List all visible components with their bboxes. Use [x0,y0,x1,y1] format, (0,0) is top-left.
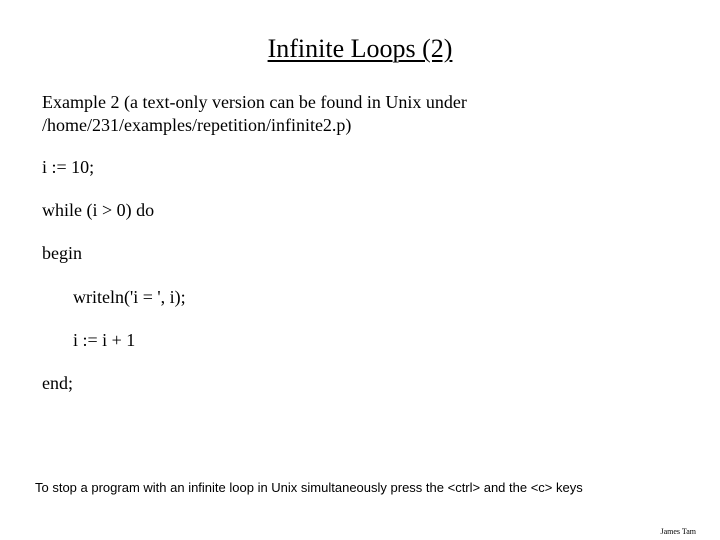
intro-line-2: /home/231/examples/repetition/infinite2.p) [42,115,352,135]
code-line-1: i := 10; [42,157,95,177]
intro-line-1: Example 2 (a text-only version can be found in Unix under [42,92,467,112]
code-line-5: i := i + 1 [73,330,136,350]
code-line-6: end; [42,373,73,393]
author-credit: James Tam [660,527,696,536]
footer-note: To stop a program with an infinite loop in Unix simultaneously press the <ctrl> and the <c> keys [35,480,583,495]
slide-title: Infinite Loops (2) [267,34,453,63]
intro-text [42,91,467,137]
code-line-2: while (i > 0) do [42,200,155,220]
code-line-4: writeln('i = ', i); [73,287,186,307]
code-line-3: begin [42,243,82,263]
